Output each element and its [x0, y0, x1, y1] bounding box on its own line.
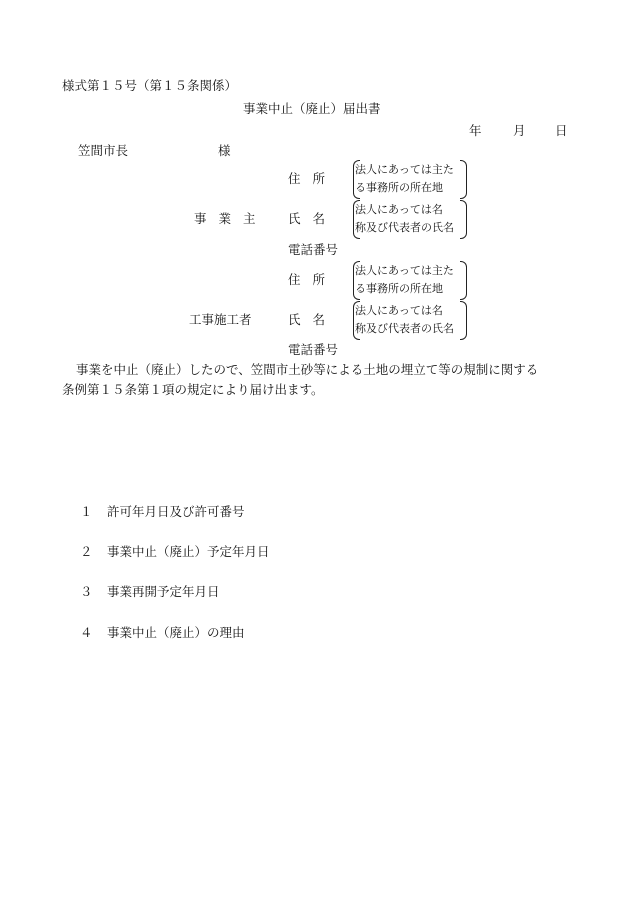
- item-1-text: 許可年月日及び許可番号: [107, 504, 245, 519]
- addressee-name: 笠間市長: [78, 143, 129, 158]
- owner-name-label: 氏名: [288, 211, 338, 226]
- contractor-name-note: [353, 301, 467, 338]
- contractor-address-note-line2: る事務所の所在地: [355, 282, 443, 295]
- item-2-number: ２: [80, 544, 93, 559]
- document-title: 事業中止（廃止）届出書: [243, 101, 381, 116]
- contractor-role-label: 工事施工者: [189, 312, 252, 327]
- owner-address-note: [353, 160, 467, 197]
- contractor-name-note-line1: 法人にあっては名: [355, 304, 443, 317]
- form-number: 様式第１５号（第１５条関係）: [62, 78, 238, 93]
- owner-address-note-line2: る事務所の所在地: [355, 181, 443, 194]
- contractor-address-label: 住所: [288, 272, 338, 287]
- owner-name-note: [353, 200, 467, 237]
- item-3-text: 事業再開予定年月日: [107, 584, 220, 599]
- owner-address-label: 住所: [288, 171, 338, 186]
- item-3-number: ３: [80, 584, 93, 599]
- item-2-text: 事業中止（廃止）予定年月日: [107, 544, 270, 559]
- item-4-number: ４: [80, 625, 93, 640]
- date-month-label: 月: [513, 123, 526, 138]
- owner-role-label: 事業主: [194, 211, 268, 226]
- contractor-name-label: 氏名: [288, 312, 338, 327]
- addressee-honorific: 様: [218, 143, 231, 158]
- owner-phone-label: 電話番号: [288, 242, 339, 257]
- item-4-text: 事業中止（廃止）の理由: [107, 625, 245, 640]
- item-1-number: １: [80, 504, 93, 519]
- contractor-phone-label: 電話番号: [288, 342, 339, 357]
- date-day-label: 日: [555, 123, 568, 138]
- contractor-address-note: [353, 261, 467, 298]
- contractor-address-note-line1: 法人にあっては主た: [355, 264, 454, 277]
- owner-name-note-line1: 法人にあっては名: [355, 203, 443, 216]
- date-year-label: 年: [469, 123, 482, 138]
- body-line-2: 条例第１５条第１項の規定により届け出ます。: [62, 382, 324, 397]
- contractor-name-note-line2: 称及び代表者の氏名: [355, 322, 454, 335]
- body-line-1: 事業を中止（廃止）したので、笠間市土砂等による土地の埋立て等の規制に関する: [76, 362, 539, 377]
- owner-address-note-line1: 法人にあっては主た: [355, 163, 454, 176]
- owner-name-note-line2: 称及び代表者の氏名: [355, 221, 454, 234]
